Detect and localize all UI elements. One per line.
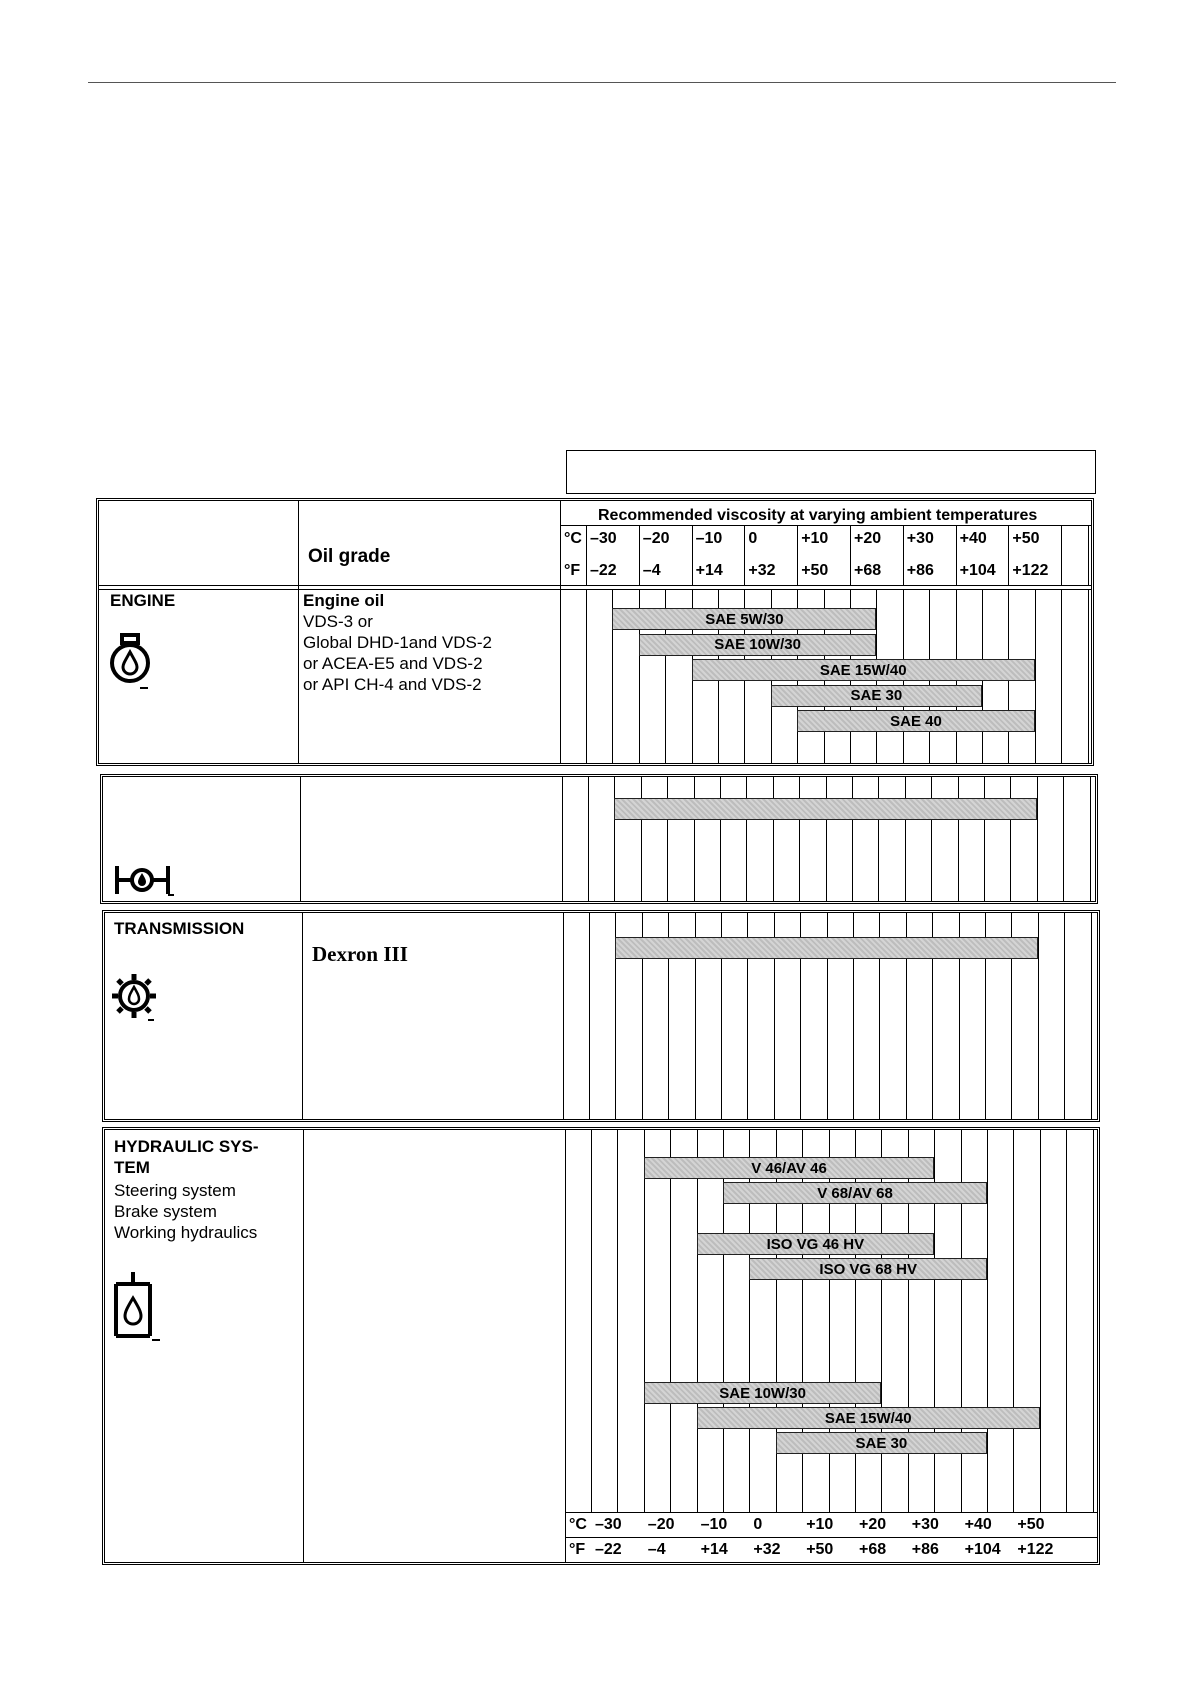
scale-divider [1061,525,1062,585]
celsius-tick-label: –30 [595,1516,622,1533]
grid-line [670,1130,671,1512]
celsius-tick-label: 0 [753,1516,763,1533]
viscosity-caption: Recommended viscosity at varying ambient temperatures [598,507,1038,524]
grid-line [987,1130,988,1512]
grid-line [667,777,668,901]
scale-divider [956,525,957,585]
grid-line [799,777,800,901]
fahrenheit-tick-label: +68 [854,562,882,579]
grid-line [697,1130,698,1512]
grid-line [1090,777,1091,901]
celsius-tick-label: +30 [911,1516,939,1533]
col-divider-2 [562,777,563,901]
fahrenheit-tick-label: +50 [806,1541,834,1558]
fahrenheit-tick-label: +104 [959,562,996,579]
viscosity-bar: SAE 10W/30 [639,634,877,656]
engine-title: ENGINE [110,591,176,610]
celsius-tick-label: +10 [801,530,829,547]
fahrenheit-unit: °F [564,562,581,579]
fahrenheit-tick-label: +14 [695,562,723,579]
grid-line [720,777,721,901]
hydraulic-sub: Brake system [114,1202,217,1221]
fahrenheit-tick-label: +68 [859,1541,887,1558]
fahrenheit-tick-label: +50 [801,562,829,579]
celsius-tick-label: –10 [695,530,723,547]
fahrenheit-tick-label: –4 [647,1541,666,1558]
grid-line [746,777,747,901]
scale-divider [1088,525,1089,585]
engine-oil-line: Global DHD-1and VDS-2 [303,633,492,652]
celsius-tick-label: +50 [1012,530,1040,547]
celsius-unit: °C [569,1516,587,1533]
fahrenheit-tick-label: +32 [753,1541,781,1558]
fahrenheit-tick-label: +86 [906,562,934,579]
fahrenheit-tick-label: +104 [964,1541,1001,1558]
fahrenheit-tick-label: +122 [1017,1541,1054,1558]
engine-oil-line: VDS-3 or [303,612,373,631]
scale-divider [586,525,587,585]
viscosity-bar: SAE 5W/30 [612,608,876,630]
grid-line [644,1130,645,1512]
celsius-tick-label: +40 [964,1516,992,1533]
scale-divider [565,1537,1097,1538]
grid-line [1063,777,1064,901]
grid-line [958,777,959,901]
fahrenheit-tick-label: –22 [590,562,617,579]
viscosity-bar [615,937,1037,959]
grid-line [588,777,589,901]
gear-icon [110,972,162,1024]
viscosity-bar: V 46/AV 46 [644,1157,934,1179]
header-divider-2 [99,589,1091,590]
scale-divider [903,525,904,585]
hydraulic-title: TEM [114,1158,150,1177]
viscosity-bar: SAE 30 [771,685,982,707]
celsius-tick-label: +10 [806,1516,834,1533]
celsius-tick-label: –20 [642,530,670,547]
col-divider-1 [302,913,303,1119]
grid-line [1061,589,1062,763]
grid-line [589,913,590,1119]
grid-line [694,777,695,901]
scale-divider [692,525,693,585]
viscosity-bar: ISO VG 68 HV [749,1258,987,1280]
fahrenheit-tick-label: –4 [642,562,661,579]
grid-line [1037,777,1038,901]
viscosity-bar: SAE 10W/30 [644,1382,882,1404]
scale-divider [1008,525,1009,585]
viscosity-bar: V 68/AV 68 [723,1182,987,1204]
hydraulic-tank-icon [112,1270,172,1344]
engine-oil-line: or API CH-4 and VDS-2 [303,675,482,694]
grid-line [1035,589,1036,763]
grid-line [826,777,827,901]
grid-line [878,777,879,901]
celsius-tick-label: +20 [859,1516,887,1533]
grid-line [1040,1130,1041,1512]
fahrenheit-tick-label: +86 [911,1541,939,1558]
celsius-tick-label: –10 [700,1516,728,1533]
col-divider-1 [303,1130,304,1562]
celsius-tick-label: +20 [854,530,882,547]
grid-line [591,1130,592,1512]
fahrenheit-tick-label: –22 [595,1541,622,1558]
grid-line [1064,913,1065,1119]
fahrenheit-tick-label: +14 [700,1541,728,1558]
engine-oil-drop-icon [110,633,160,693]
viscosity-bar: ISO VG 46 HV [697,1233,935,1255]
transmission-title: TRANSMISSION [114,919,245,938]
top-rule [88,82,1116,83]
celsius-tick-label: +50 [1017,1516,1045,1533]
celsius-tick-label: 0 [748,530,758,547]
viscosity-bar [614,798,1036,820]
scale-divider [565,1512,1097,1513]
grid-line [852,777,853,901]
grid-line [1010,777,1011,901]
grid-line [641,777,642,901]
scale-divider [639,525,640,585]
col-divider-2 [560,501,561,763]
axle-frame [100,774,1098,904]
header-divider [99,585,1091,586]
hydraulic-title: HYDRAULIC SYS- [114,1137,259,1156]
celsius-tick-label: –30 [590,530,617,547]
celsius-tick-label: –20 [647,1516,675,1533]
viscosity-bar: SAE 15W/40 [692,659,1035,681]
fahrenheit-unit: °F [569,1541,586,1558]
grid-line [1066,1130,1067,1512]
celsius-tick-label: +40 [959,530,987,547]
grid-line [1088,589,1089,763]
fahrenheit-tick-label: +122 [1012,562,1049,579]
grid-line [614,777,615,901]
celsius-unit: °C [564,530,582,547]
transmission-oil: Dexron III [312,942,408,966]
oil-grade-label: Oil grade [308,546,391,567]
viscosity-bar: SAE 30 [776,1432,987,1454]
grid-line [1093,1130,1094,1512]
engine-oil-title: Engine oil [303,591,385,610]
grid-line [1013,1130,1014,1512]
col-divider-1 [298,501,299,763]
grid-line [1091,913,1092,1119]
col-divider-2 [565,1130,566,1562]
grid-line [905,777,906,901]
engine-oil-line: or ACEA-E5 and VDS-2 [303,654,483,673]
grid-line [1038,913,1039,1119]
viscosity-bar: SAE 15W/40 [697,1407,1040,1429]
scale-divider [744,525,745,585]
viscosity-bar: SAE 40 [797,710,1035,732]
col-divider-1 [300,777,301,901]
grid-line [931,777,932,901]
hydraulic-sub: Steering system [114,1181,236,1200]
scale-divider [797,525,798,585]
scale-divider [850,525,851,585]
col-divider-2 [563,913,564,1119]
grid-line [773,777,774,901]
axle-drop-icon [114,862,178,898]
hydraulic-sub: Working hydraulics [114,1223,258,1242]
empty-heading-box [566,450,1096,494]
grid-line [984,777,985,901]
grid-line [586,589,587,763]
celsius-tick-label: +30 [906,530,934,547]
fahrenheit-tick-label: +32 [748,562,776,579]
grid-line [617,1130,618,1512]
